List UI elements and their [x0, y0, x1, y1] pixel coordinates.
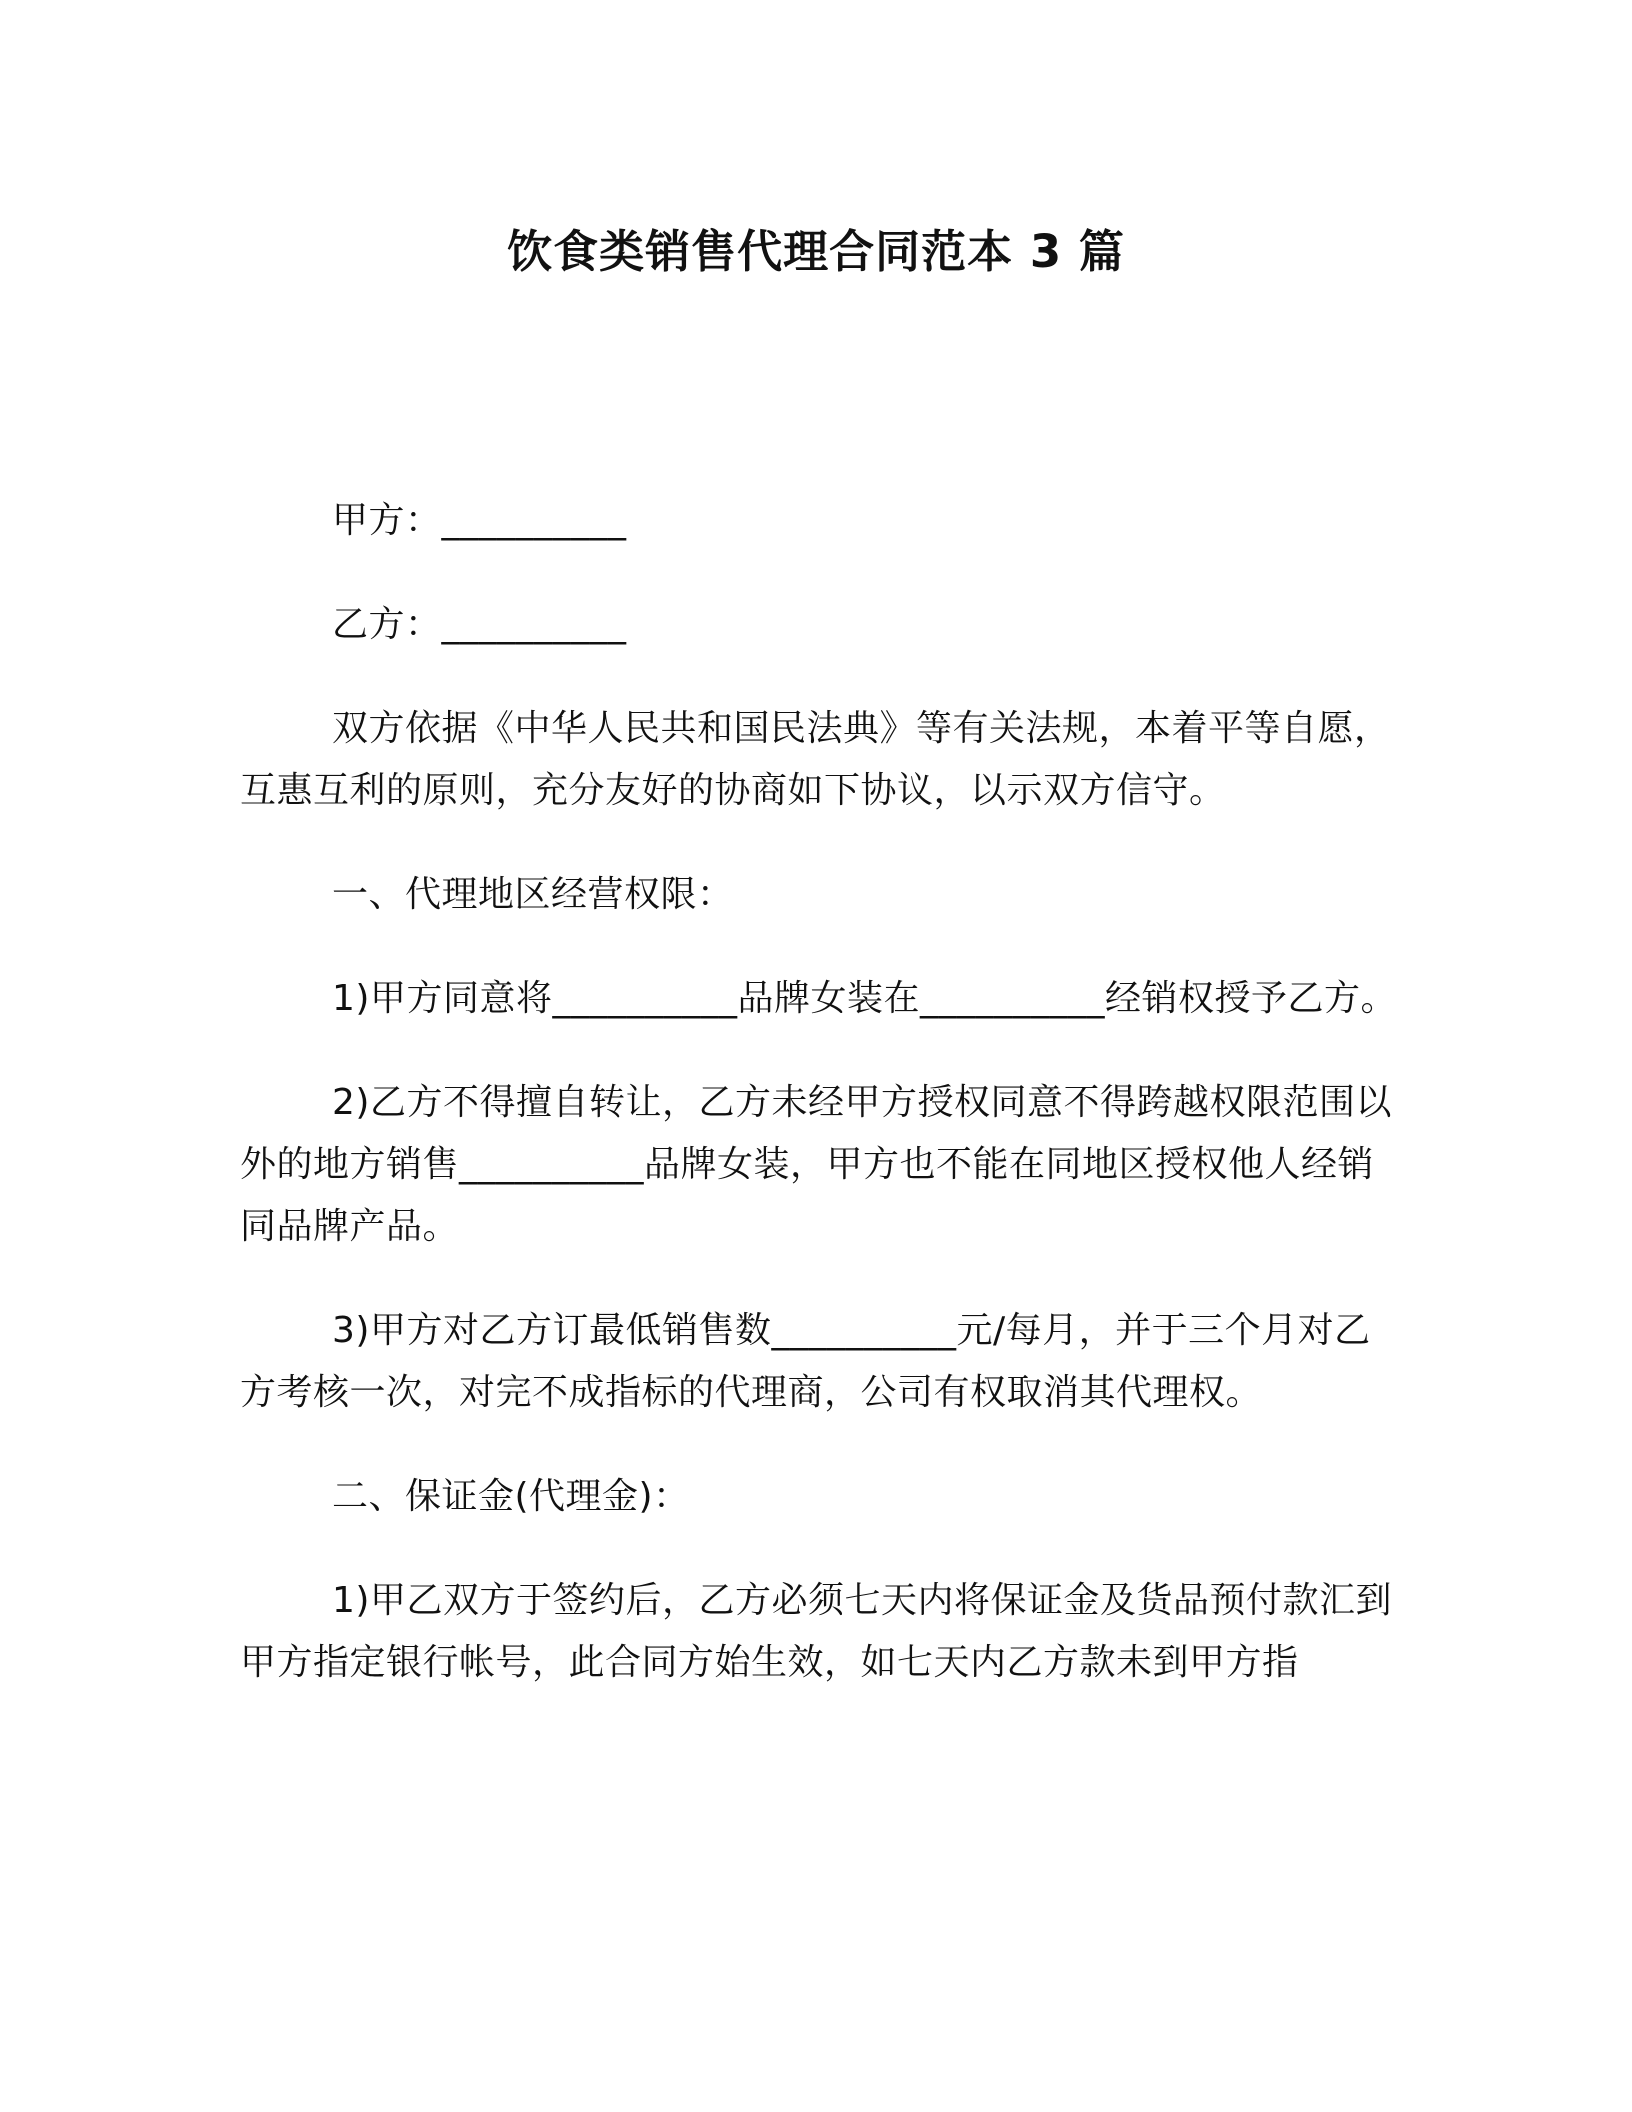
preamble-paragraph: 双方依据《中华人民共和国民法典》等有关法规，本着平等自愿，互惠互利的原则，充分友好的协商如下协议，以示双方信守。	[240, 708, 1391, 811]
section-heading-agency-area: 一、代理地区经营权限：	[332, 874, 734, 915]
party-a-line: 甲方：__________	[332, 500, 627, 541]
clause-1-3: 3)甲方对乙方订最低销售数__________元/每月，并于三个月对乙方考核一次，对完不成指标的代理商，公司有权取消其代理权。	[240, 1310, 1371, 1413]
document-title: 饮食类销售代理合同范本 3 篇	[507, 225, 1125, 278]
section-heading-deposit: 二、保证金(代理金)：	[332, 1476, 690, 1517]
clause-1-1: 1)甲方同意将__________品牌女装在__________经销权授予乙方。	[332, 978, 1397, 1019]
party-b-line: 乙方：__________	[332, 604, 627, 645]
clause-2-1: 1)甲乙双方于签约后，乙方必须七天内将保证金及货品预付款汇到甲方指定银行帐号，此合同方始生效，如七天内乙方款未到甲方指	[240, 1580, 1392, 1683]
clause-1-2: 2)乙方不得擅自转让，乙方未经甲方授权同意不得跨越权限范围以外的地方销售__________品牌女装，甲方也不能在同地区授权他人经销同品牌产品。	[240, 1082, 1392, 1247]
document-body	[240, 490, 1400, 1736]
